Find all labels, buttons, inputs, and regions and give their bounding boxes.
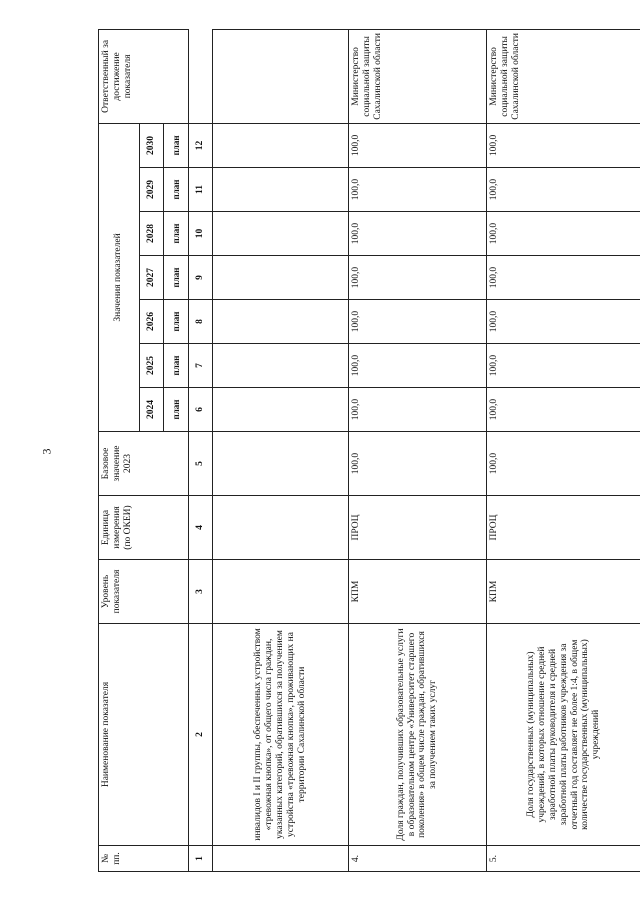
- row-value: 100,0: [487, 123, 640, 167]
- header-year-2030: 2030: [139, 123, 163, 167]
- col-number: 1: [188, 846, 212, 872]
- row-level: КПМ: [348, 560, 486, 624]
- row-level: [212, 560, 348, 624]
- row-name: инвалидов I и II группы, обеспеченных устройством «тревожная кнопка», от общего числа граждан, указанных категорий, обратившихся за получением устройства «тревожная кнопка», проживающих на территории Сахалинской области: [212, 624, 348, 846]
- column-numbers-row: [188, 29, 212, 871]
- row-value: 100,0: [487, 168, 640, 212]
- col-number: 9: [188, 256, 212, 300]
- row-value: 100,0: [487, 212, 640, 256]
- col-number: 4: [188, 496, 212, 560]
- row-name: Доля государственных (муниципальных) учреждений, в которых отношение средней заработной платы руководителя и средней заработной платы работников учреждения за отчетный год составляет не более 1:4, в общем количестве государственных (муниципальных) учреждений: [487, 624, 640, 846]
- header-plan: план: [164, 168, 188, 212]
- row-unit: ПРОЦ: [487, 496, 640, 560]
- row-value: 100,0: [348, 300, 486, 344]
- row-value: 100,0: [348, 344, 486, 388]
- header-year-2027: 2027: [139, 256, 163, 300]
- row-value: 100,0: [348, 388, 486, 432]
- row-name: Доля граждан, получивших образовательные услуги в образовательном центре «Университет старшего поколения» в общем числе граждан, обратившихся за получением таких услуг: [348, 624, 486, 846]
- header-plan: план: [164, 344, 188, 388]
- header-unit: Единица измерения (по ОКЕИ): [99, 496, 189, 560]
- col-number: 12: [188, 123, 212, 167]
- header-year-2026: 2026: [139, 300, 163, 344]
- row-responsible: Министерство социальной защиты Сахалинской области: [348, 29, 486, 123]
- col-number: 2: [188, 624, 212, 846]
- row-value: [212, 388, 348, 432]
- row-level: КПМ: [487, 560, 640, 624]
- row-base: 100,0: [348, 432, 486, 496]
- row-num: [212, 846, 348, 872]
- row-base: [212, 432, 348, 496]
- header-year-2025: 2025: [139, 344, 163, 388]
- row-num: 4.: [348, 846, 486, 872]
- header-level: Уровень показателя: [99, 560, 189, 624]
- col-number: 6: [188, 388, 212, 432]
- table-row: [487, 29, 640, 871]
- row-base: 100,0: [487, 432, 640, 496]
- col-number: 5: [188, 432, 212, 496]
- header-plan: план: [164, 300, 188, 344]
- rotated-table-container: [98, 30, 640, 872]
- header-plan: план: [164, 388, 188, 432]
- header-year-2024: 2024: [139, 388, 163, 432]
- row-value: [212, 344, 348, 388]
- row-value: 100,0: [487, 256, 640, 300]
- header-year-2029: 2029: [139, 168, 163, 212]
- row-responsible: [212, 29, 348, 123]
- header-base: Базовое значение 2023: [99, 432, 189, 496]
- col-number: 11: [188, 168, 212, 212]
- row-value: 100,0: [348, 168, 486, 212]
- row-value: 100,0: [348, 123, 486, 167]
- header-values-group: Значения показателей: [99, 123, 140, 431]
- indicators-table: [98, 29, 640, 872]
- header-year-2028: 2028: [139, 212, 163, 256]
- row-value: [212, 300, 348, 344]
- row-value: 100,0: [487, 388, 640, 432]
- header-num: № пп.: [99, 846, 189, 872]
- col-number: 10: [188, 212, 212, 256]
- header-plan: план: [164, 212, 188, 256]
- header-responsible: Ответственный за достижение показателя: [99, 29, 189, 123]
- row-responsible: Министерство социальной защиты Сахалинской области: [487, 29, 640, 123]
- col-number: 3: [188, 560, 212, 624]
- row-value: 100,0: [487, 344, 640, 388]
- table-row: [348, 29, 486, 871]
- row-value: [212, 168, 348, 212]
- row-value: 100,0: [487, 300, 640, 344]
- row-num: 5.: [487, 846, 640, 872]
- row-unit: [212, 496, 348, 560]
- col-number: 8: [188, 300, 212, 344]
- row-unit: ПРОЦ: [348, 496, 486, 560]
- page-number: 3: [39, 448, 54, 455]
- row-value: [212, 123, 348, 167]
- header-plan: план: [164, 256, 188, 300]
- header-plan: план: [164, 123, 188, 167]
- header-name: Наименование показателя: [99, 624, 189, 846]
- table-row: [212, 29, 348, 871]
- col-number: 7: [188, 344, 212, 388]
- row-value: [212, 256, 348, 300]
- row-value: 100,0: [348, 212, 486, 256]
- row-value: 100,0: [348, 256, 486, 300]
- row-value: [212, 212, 348, 256]
